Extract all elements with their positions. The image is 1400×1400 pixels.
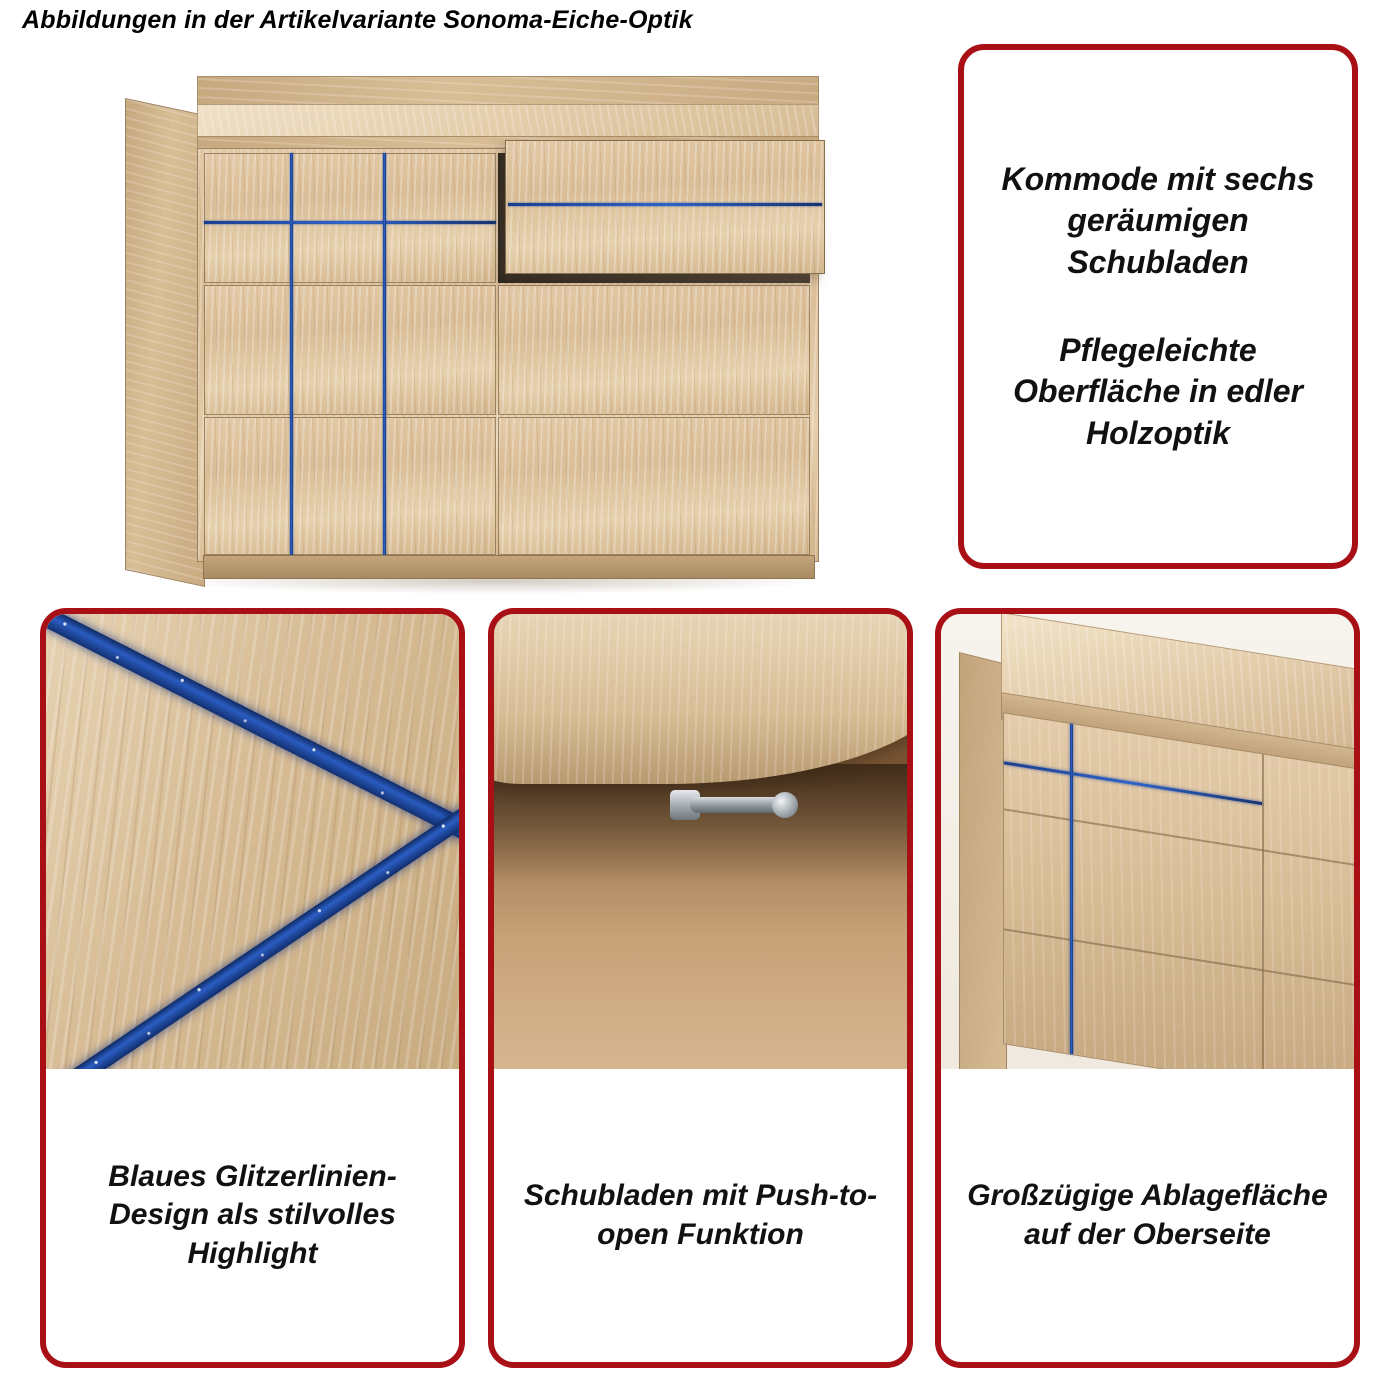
glitter-line-open-drawer [508,203,822,206]
drawer-seam-horizontal-1 [1004,808,1354,873]
closeup-blaue-glitzerlinien [46,614,459,1069]
hero-product-photo [40,48,920,608]
feature-text-1: Kommode mit sechs geräumigen Schubladen [1001,160,1315,280]
glitter-line-horizontal [1004,761,1262,805]
detail-panel-top-surface [935,608,1360,1368]
detail-caption-3-text: Großzügige Ablagefläche auf der Oberseite [967,1179,1328,1251]
drawer-right-middle[interactable] [498,285,810,415]
detail-caption-3 [941,1069,1354,1362]
wood-texture-background [46,614,459,1069]
cabinet-left-side [125,98,205,587]
cabinet-side-edge [959,652,1007,1069]
detail-caption-2 [494,1069,907,1362]
glitter-line-vertical-left-2 [383,153,386,555]
drawer-front-edge [494,614,907,784]
variant-note: Abbildungen in der Artikelvariante Sonoma-Eiche-Optik [22,6,693,34]
drawer-seam-vertical [1262,754,1264,1069]
push-to-open-shaft [690,797,782,813]
drawer-right-bottom[interactable] [498,417,810,555]
feature-callout-panel [958,44,1358,569]
detail-panel-push-to-open [488,608,913,1368]
closeup-ablageflaeche-oberseite [941,614,1354,1069]
drawer-left-bottom[interactable] [204,417,496,555]
drawer-fronts [1003,712,1354,1069]
push-to-open-tip [772,792,798,818]
closeup-push-to-open-mechanik [494,614,907,1069]
detail-caption-2-text: Schubladen mit Push-to-open Funktion [523,1179,878,1251]
drawer-left-middle[interactable] [204,285,496,415]
detail-panel-glitter [40,608,465,1368]
dresser-illustration [125,68,835,588]
detail-caption-1 [46,1069,459,1362]
drawer-seam-horizontal-2 [1004,928,1354,993]
feature-text-2: Pflegeleichte Oberfläche in edler Holzoptik [1013,331,1303,451]
detail-caption-1-text: Blaues Glitzerlinien-Design als stilvolles Highlight [108,1159,397,1270]
drawer-right-top-open [505,140,825,274]
drawer-left-top[interactable] [204,153,496,283]
glitter-line-horizontal-left [204,221,496,224]
cabinet-top-surface [197,104,819,140]
cabinet-plinth [203,555,815,579]
glitter-line-vertical-left [290,153,293,555]
